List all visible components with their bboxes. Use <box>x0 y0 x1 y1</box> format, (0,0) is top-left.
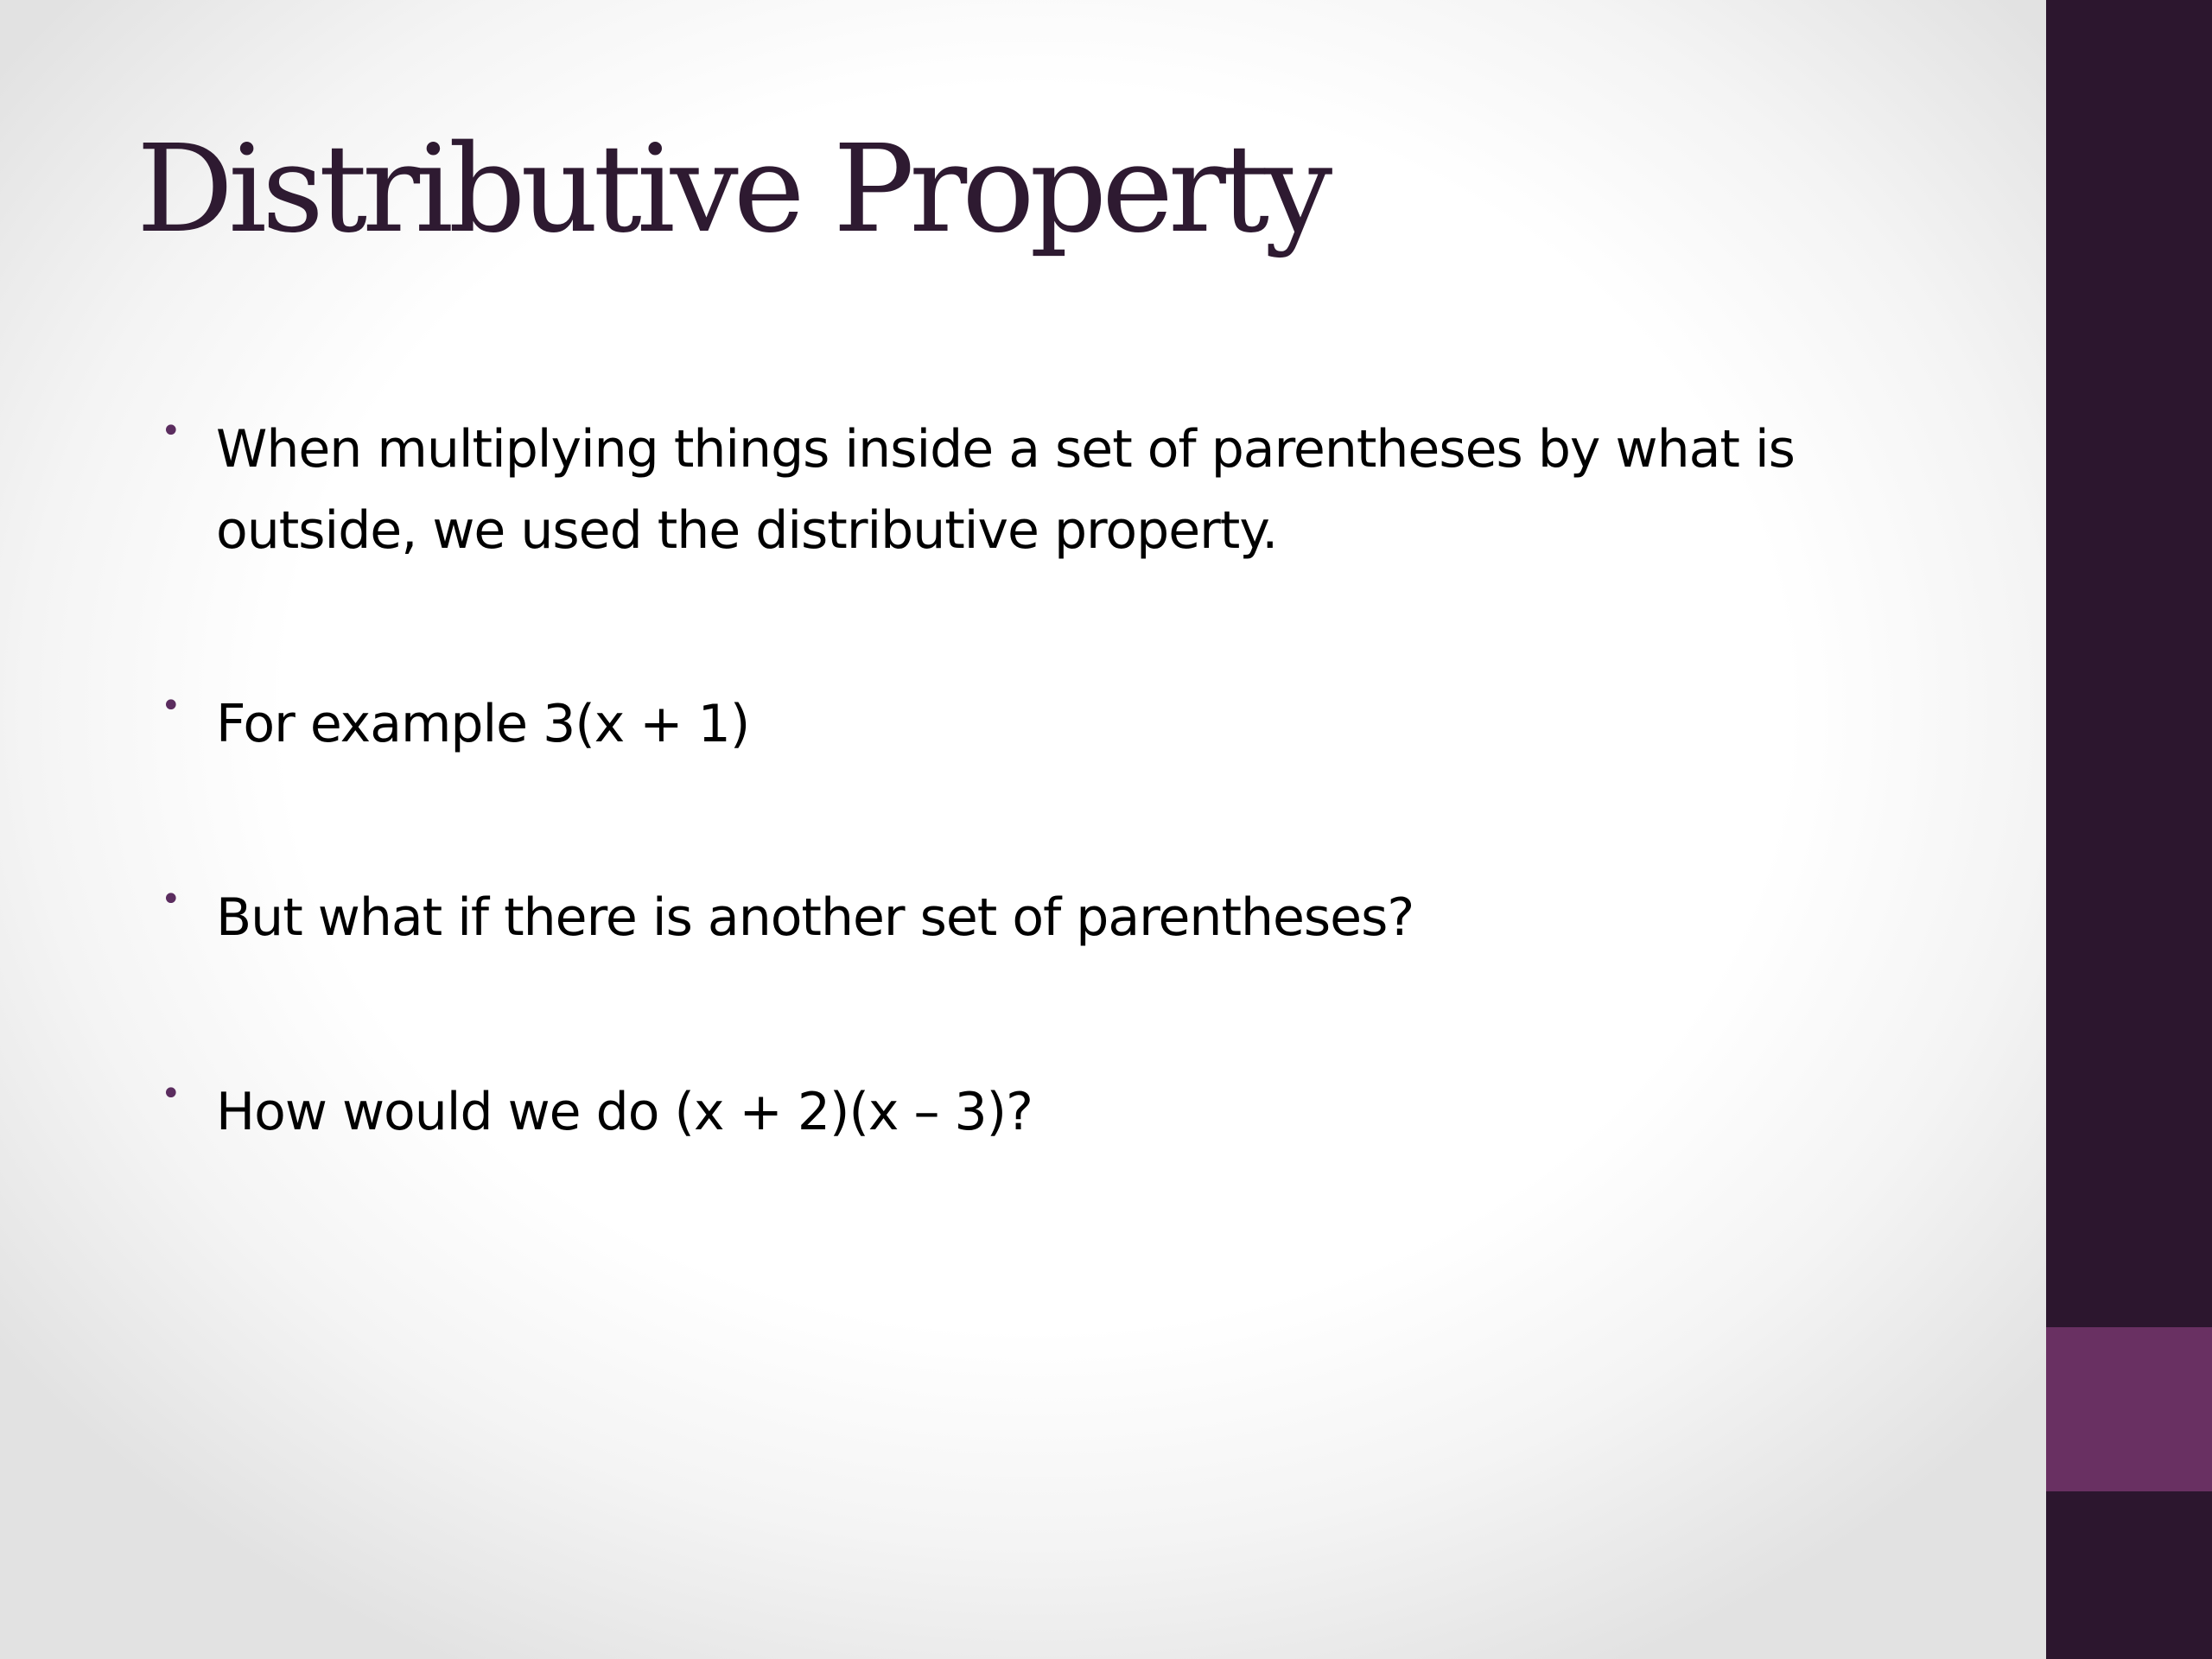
bullet-dot-icon: • <box>161 411 181 451</box>
bullet-text <box>216 683 1953 765</box>
bullet-text-line: But what if there is another set of parentheses? <box>216 887 1414 948</box>
bullet-text-line: When multiplying things inside a set of parentheses by what is <box>216 419 1795 480</box>
bullet-text <box>216 877 1953 958</box>
bullet-text-line: How would we do (x + 2)(x – 3)? <box>216 1082 1033 1142</box>
bullet-text-line: outside, we used the distributive property. <box>216 500 1278 561</box>
bullet-text-line: For example 3(x + 1) <box>216 694 750 754</box>
side-accent-block <box>2046 1327 2212 1491</box>
bullet-dot-icon: • <box>161 1074 181 1114</box>
bullet-text <box>216 409 1953 571</box>
bullet-dot-icon: • <box>161 880 181 919</box>
bullet-text <box>216 1071 1953 1153</box>
slide-title: Distributive Property <box>137 119 1328 260</box>
bullet-dot-icon: • <box>161 686 181 726</box>
